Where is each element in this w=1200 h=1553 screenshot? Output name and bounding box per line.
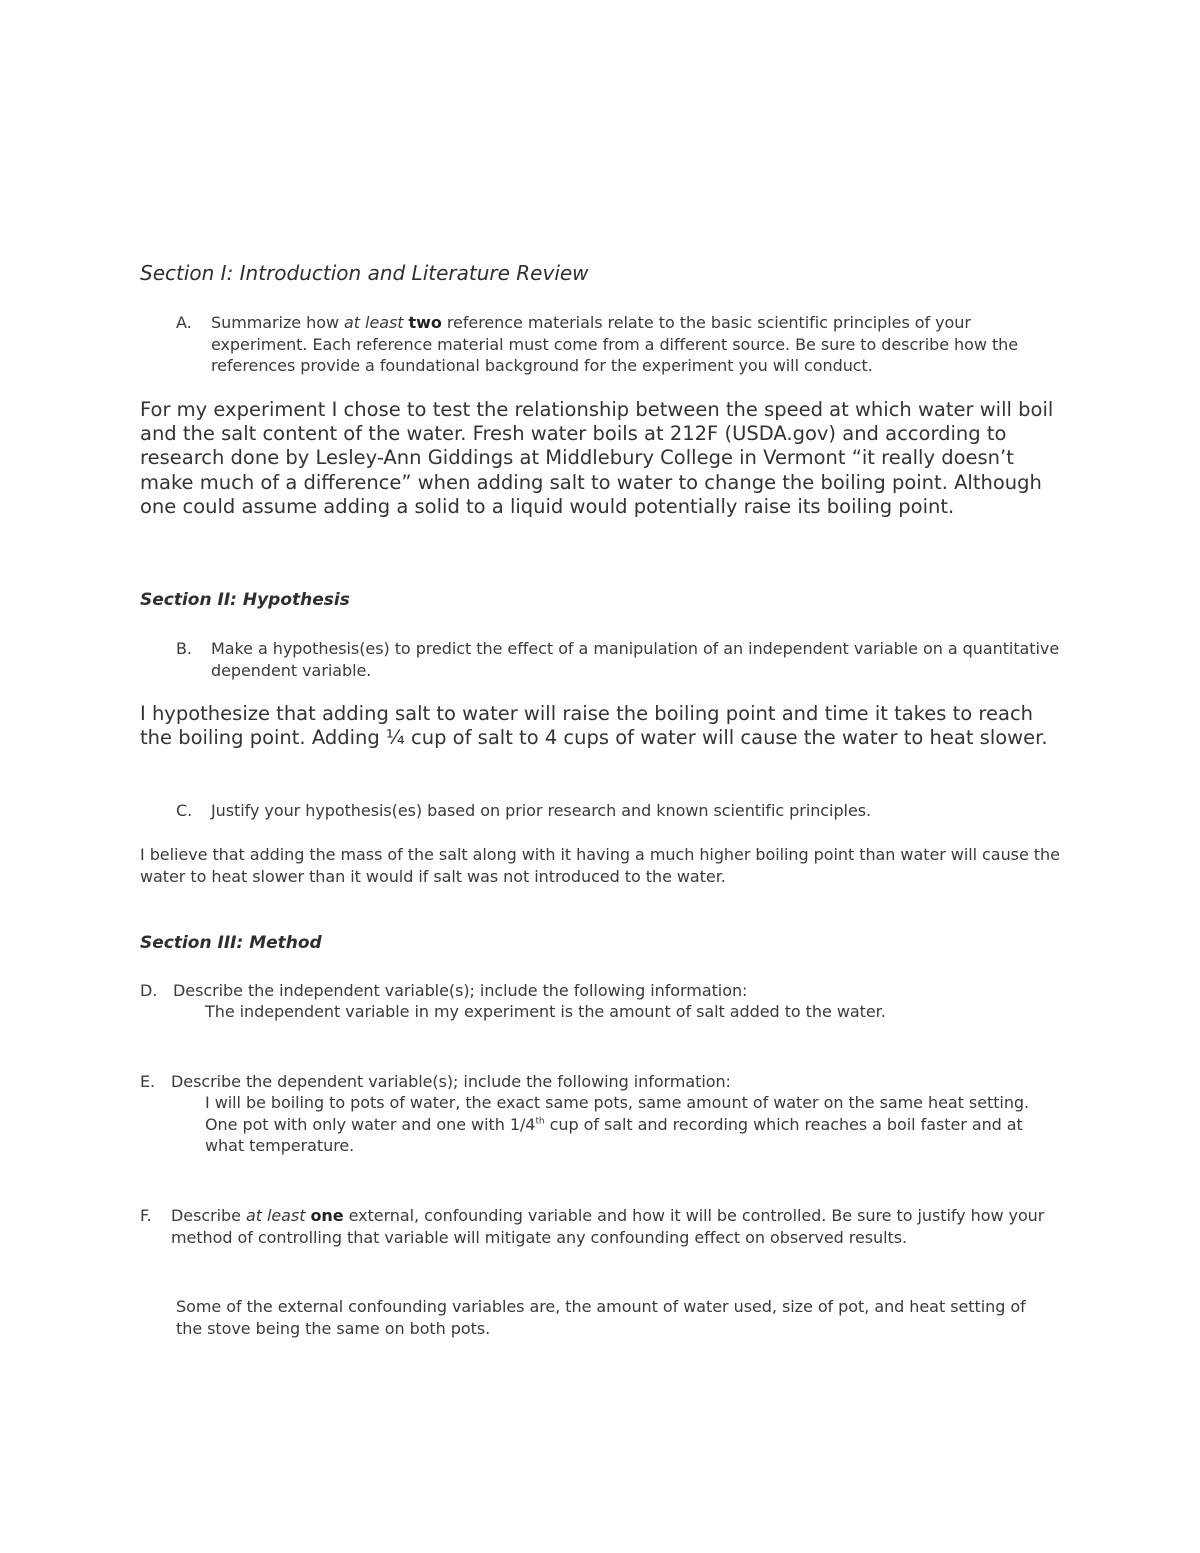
item-d-prompt: Describe the independent variable(s); include the following information: — [173, 981, 748, 1000]
item-a-prompt: Summarize how at least two reference materials relate to the basic scientific principles of your experiment. Each reference material must come from a different source. Be sure to describe how the references provide a foundational background for the experiment you will conduct. — [211, 313, 1019, 375]
independent-variable-answer: The independent variable in my experiment is the amount of salt added to the water. — [205, 1002, 886, 1021]
item-b-marker: B. — [176, 639, 192, 658]
item-b-prompt: Make a hypothesis(es) to predict the effect of a manipulation of an independent variable on a quantitative dependent variable. — [211, 639, 1060, 680]
section-2-heading: Section II: Hypothesis — [140, 590, 350, 610]
section-1-heading: Section I: Introduction and Literature Review — [140, 261, 589, 285]
item-f-prompt: Describe at least one external, confounding variable and how it will be controlled. Be sure to justify how your method of controlling that variable will mitigate any confounding effect on observed results. — [171, 1206, 1045, 1247]
item-e-prompt: Describe the dependent variable(s); include the following information: — [171, 1072, 731, 1091]
item-a-marker: A. — [176, 313, 192, 332]
item-c-marker: C. — [176, 801, 193, 820]
dependent-variable-answer: I will be boiling to pots of water, the exact same pots, same amount of water on the same heat setting. One pot with only water and one with 1/4th cup of salt and recording which reaches a boil faster and at what temperature. — [205, 1093, 1030, 1155]
hypothesis-answer: I hypothesize that adding salt to water will raise the boiling point and time it takes to reach the boiling point. Adding ¼ cup of salt to 4 cups of water will cause the water to heat slower. — [140, 702, 1048, 750]
item-f-marker: F. — [140, 1206, 152, 1225]
confounding-variable-answer: Some of the external confounding variables are, the amount of water used, size of pot, and heat setting of the stove being the same on both pots. — [176, 1297, 1026, 1338]
justification-answer: I believe that adding the mass of the salt along with it having a much higher boiling point than water will cause the water to heat slower than it would if salt was not introduced to the water. — [140, 845, 1060, 886]
item-c-prompt: Justify your hypothesis(es) based on prior research and known scientific principles. — [211, 801, 872, 820]
section-1-answer: For my experiment I chose to test the relationship between the speed at which water will boil and the salt content of the water. Fresh water boils at 212F (USDA.gov) and according to research done by Lesley-Ann Giddings at Middlebury College in Vermont “it really doesn’t make much of a difference” when adding salt to water to change the boiling point. Although one could assume adding a solid to a liquid would potentially raise its boiling point. — [140, 398, 1054, 518]
section-3-heading: Section III: Method — [140, 933, 322, 953]
item-d-marker: D. — [140, 981, 158, 1000]
item-e-marker: E. — [140, 1072, 156, 1091]
